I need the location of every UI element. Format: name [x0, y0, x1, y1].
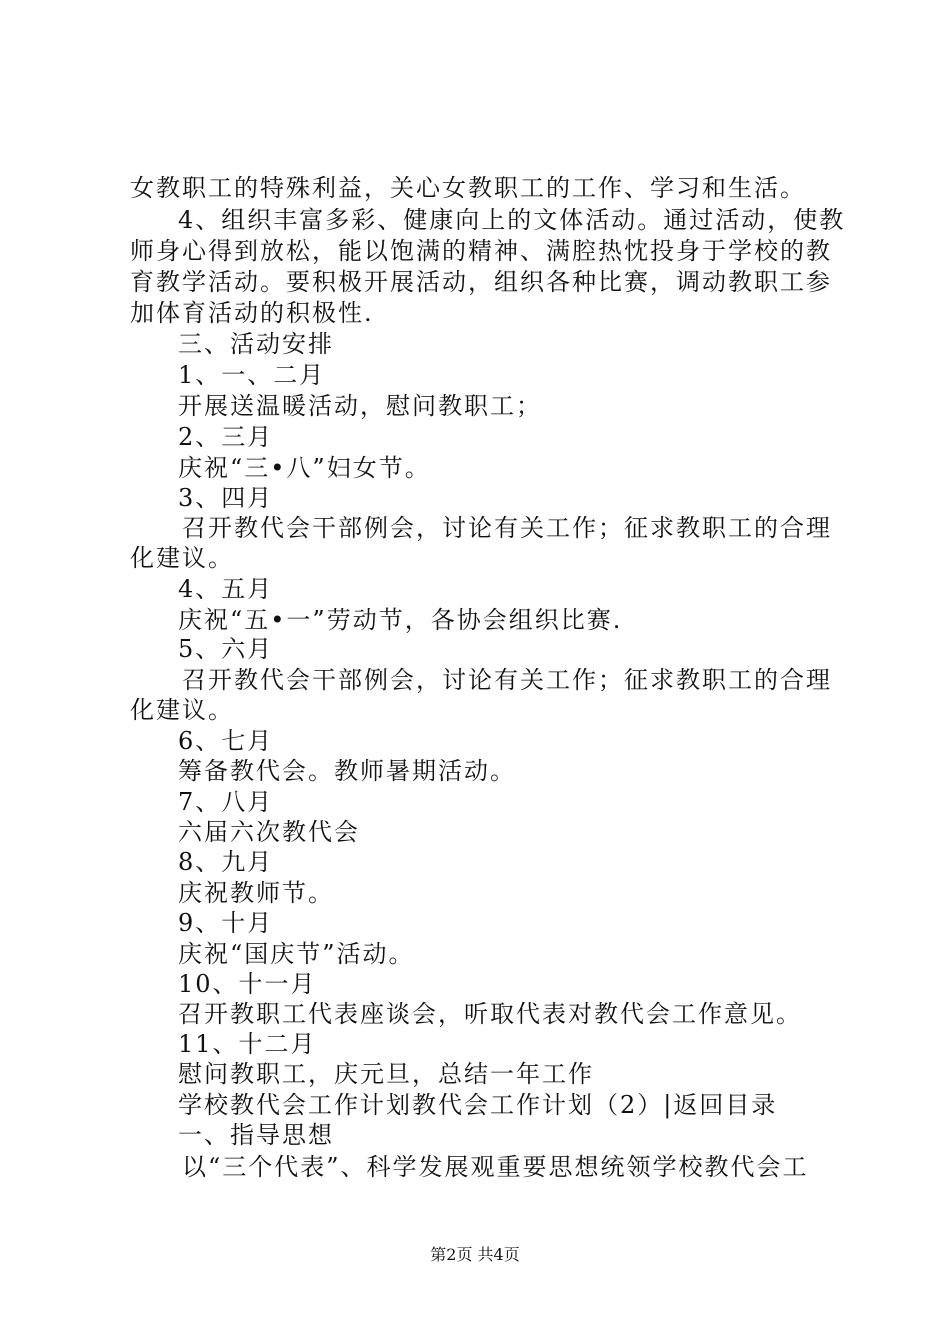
text-line: 庆祝教师节。 — [178, 879, 334, 907]
text-line: 5、六月 — [178, 635, 274, 663]
text-line: 召开教职工代表座谈会，听取代表对教代会工作意见。 — [178, 1000, 802, 1028]
text-line: 8、九月 — [178, 848, 274, 876]
text-line: 6、七月 — [178, 727, 274, 755]
text-line: 4、组织丰富多彩、健康向上的文体活动。通过活动，使教 — [178, 206, 846, 234]
text-line: 4、五月 — [178, 575, 274, 603]
text-line: 7、八月 — [178, 788, 274, 816]
text-line: 3、四月 — [178, 484, 274, 512]
text-line: 9、十月 — [178, 909, 274, 937]
text-line: 庆祝“三•八”妇女节。 — [178, 454, 431, 482]
text-line: 10、十一月 — [178, 970, 317, 998]
text-line: 筹备教代会。教师暑期活动。 — [178, 757, 516, 785]
page-footer: 第2页 共4页 — [430, 1245, 520, 1264]
text-line: 化建议。 — [130, 696, 234, 724]
text-line: 开展送温暖活动，慰问教职工； — [178, 392, 542, 420]
text-line: 召开教代会干部例会，讨论有关工作；征求教职工的合理 — [182, 666, 832, 694]
text-line: 慰问教职工，庆元旦，总结一年工作 — [178, 1060, 594, 1088]
text-line: 11、十二月 — [178, 1030, 317, 1058]
text-line: 师身心得到放松，能以饱满的精神、满腔热忱投身于学校的教 — [130, 237, 832, 265]
section-title-link[interactable]: 学校教代会工作计划教代会工作计划（2）|返回目录 — [178, 1091, 778, 1119]
text-line: 化建议。 — [130, 544, 234, 572]
text-line: 女教职工的特殊利益，关心女教职工的工作、学习和生活。 — [130, 174, 806, 202]
text-line: 加体育活动的积极性. — [130, 299, 374, 327]
section-heading: 三、活动安排 — [178, 330, 334, 358]
text-line: 庆祝“五•一”劳动节，各协会组织比赛. — [178, 606, 623, 634]
text-line: 育教学活动。要积极开展活动，组织各种比赛，调动教职工参 — [130, 268, 832, 296]
text-line: 庆祝“国庆节”活动。 — [178, 940, 415, 968]
text-line: 以“三个代表”、科学发展观重要思想统领学校教代会工 — [182, 1153, 809, 1181]
text-line: 召开教代会干部例会，讨论有关工作；征求教职工的合理 — [182, 514, 832, 542]
text-line: 六届六次教代会 — [178, 818, 360, 846]
text-line: 1、一、二月 — [178, 361, 326, 389]
section-heading: 一、指导思想 — [178, 1121, 334, 1149]
text-line: 2、三月 — [178, 423, 274, 451]
